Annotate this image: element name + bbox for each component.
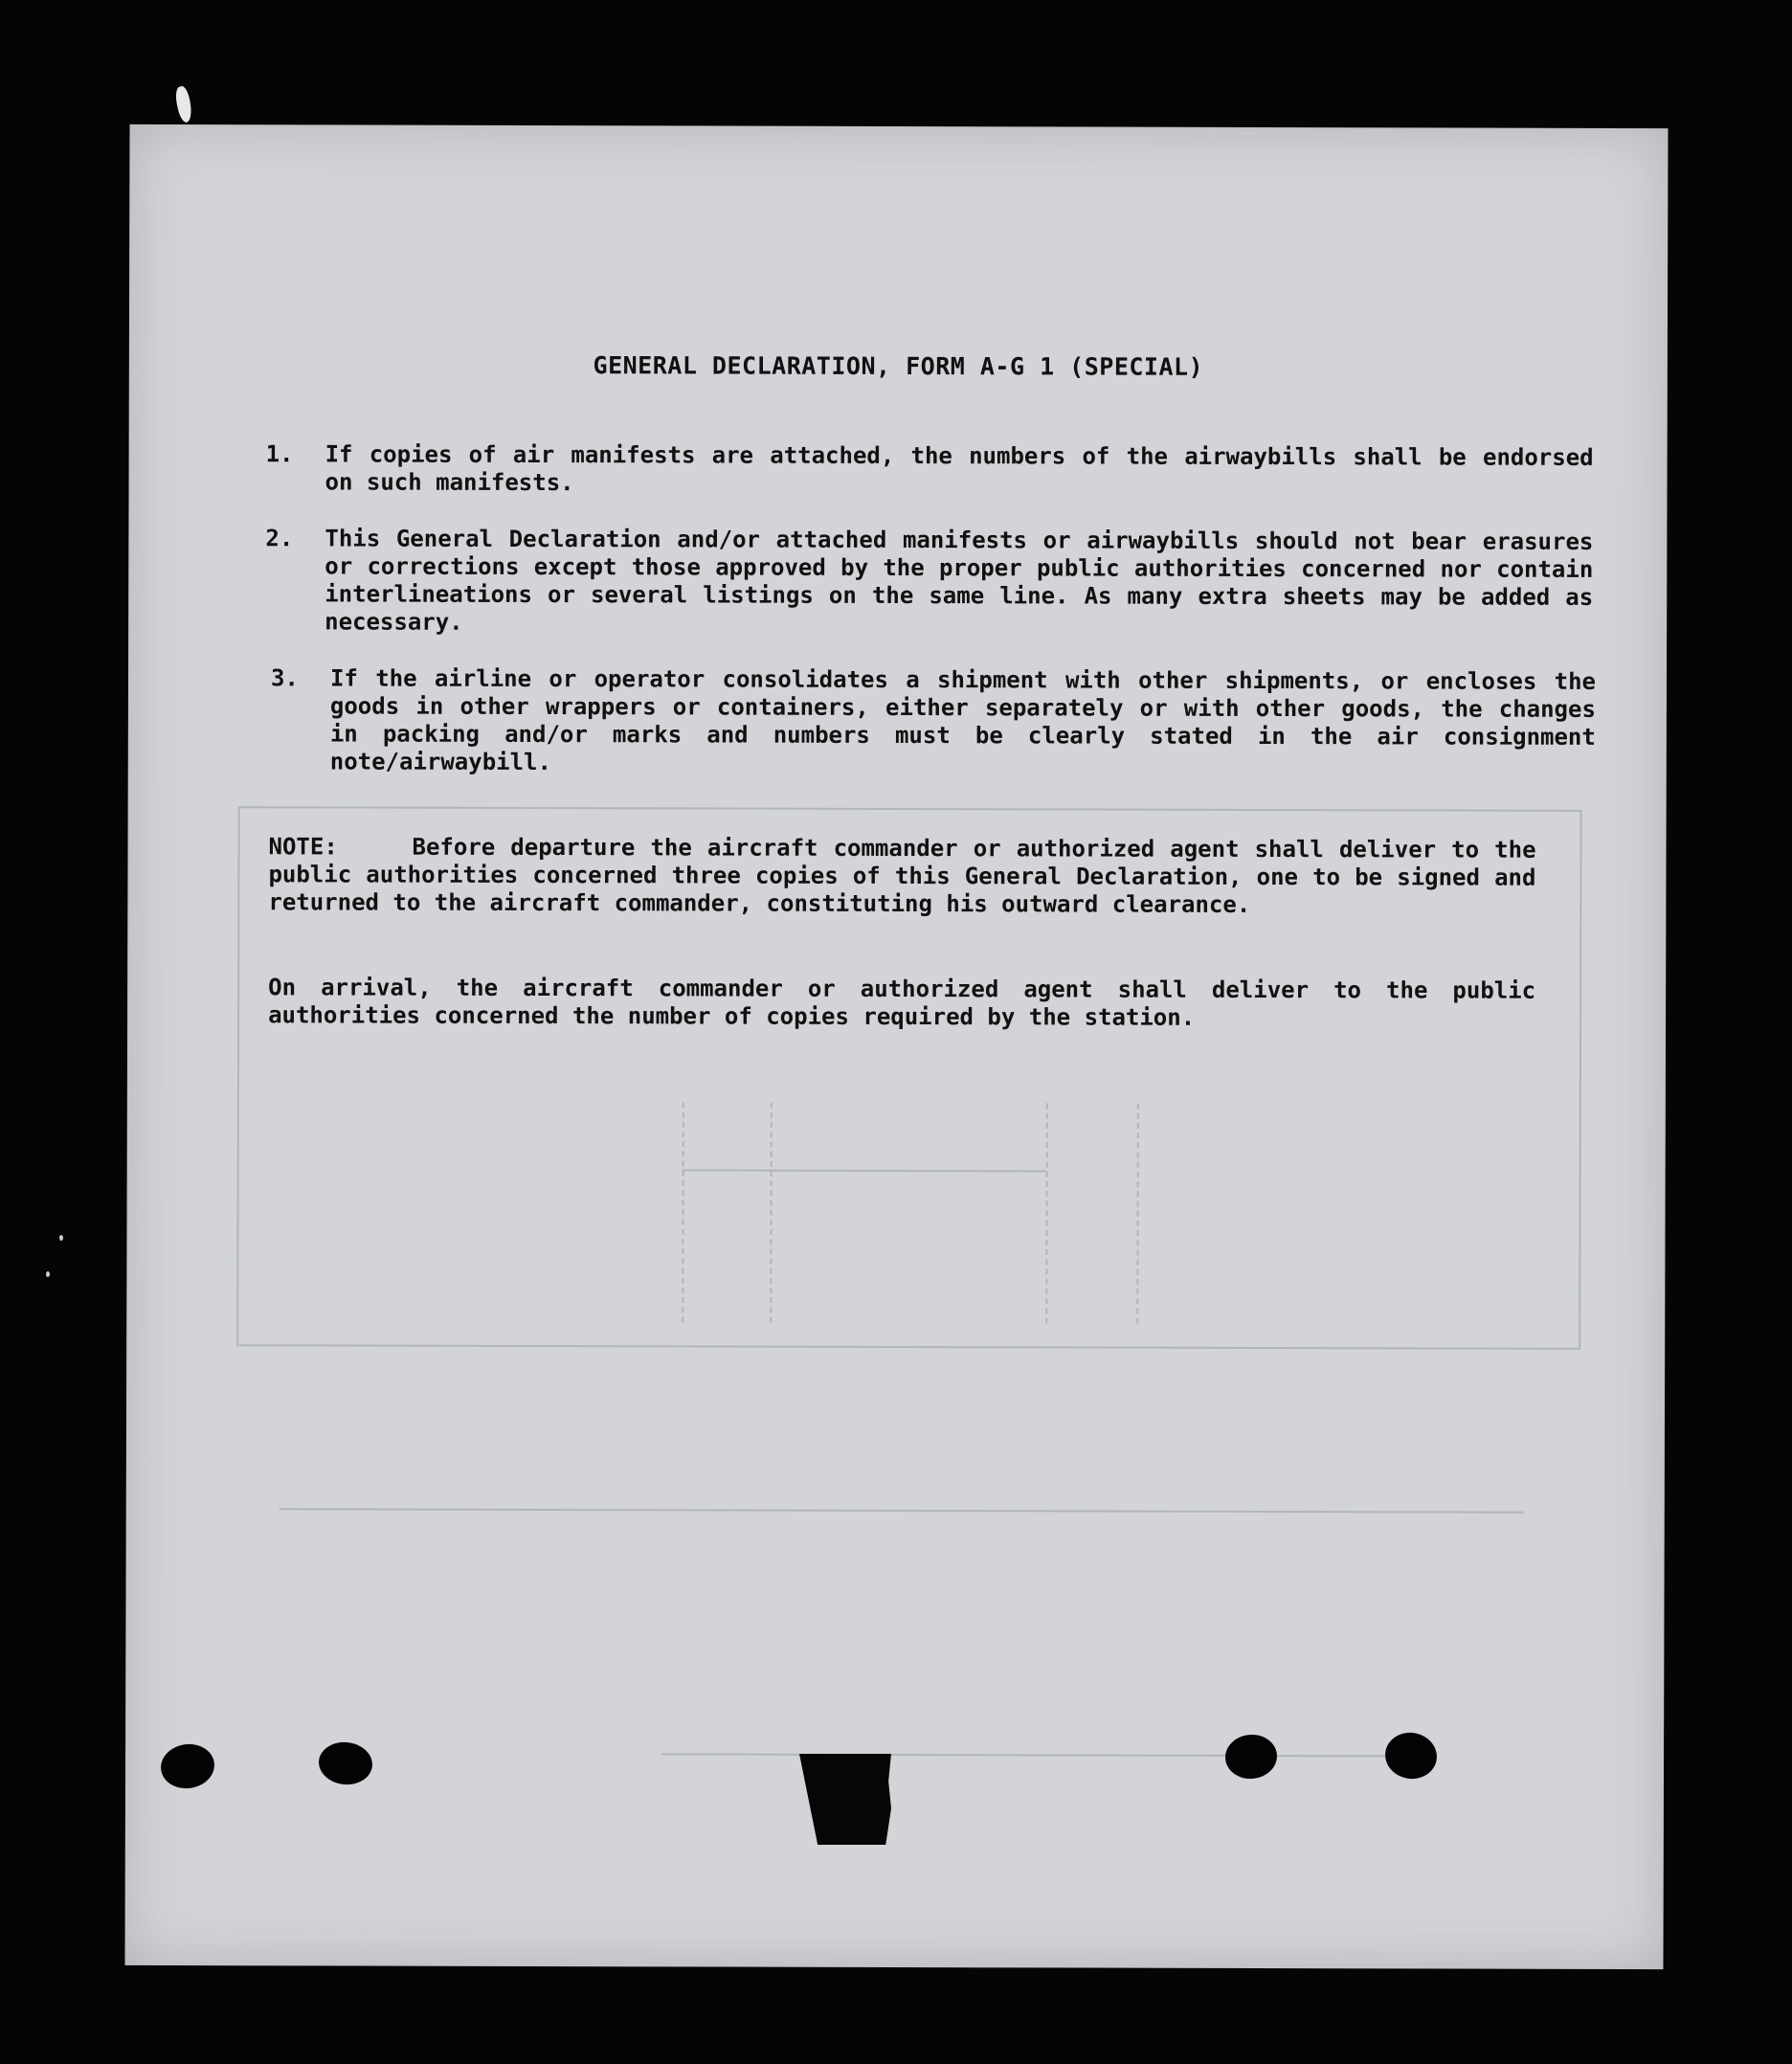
paper-sheet: [124, 124, 1668, 1969]
document-body: [124, 124, 1668, 1969]
item-text: If the airline or operator consolidates a shipment with other shipments, or encloses the goods in other wrappers or containers, either separately or with other goods, the changes in packing and/or marks and numbers must be clearly stated in the air consignment note/airwaybill.: [329, 664, 1597, 776]
film-speck: [59, 1235, 63, 1241]
note-label: NOTE:: [268, 833, 338, 861]
film-corner-mark: [173, 85, 194, 123]
item-number: 2.: [265, 525, 294, 552]
item-text: This General Declaration and/or attached manifests or airwaybills should not bear erasures or corrections except those approved by the proper public authorities concerned nor contain interlineations or several listings on the same line. As many extra sheets may be added as necessary.: [325, 525, 1594, 636]
instruction-item: [265, 525, 1668, 636]
arrival-paragraph: On arrival, the aircraft commander or authorized agent shall deliver to the public authorities concerned the number of copies required by the station.: [268, 974, 1536, 1031]
film-speck: [46, 1271, 50, 1277]
item-number: 3.: [270, 664, 299, 692]
item-text: If copies of air manifests are attached, the numbers of the airwaybills shall be endorsed on such manifests.: [325, 440, 1594, 497]
item-number: 1.: [265, 440, 294, 468]
document-title: GENERAL DECLARATION, FORM A-G 1 (SPECIAL): [593, 351, 1204, 381]
note-text: Before departure the aircraft commander or authorized agent shall deliver to the public authorities concerned three copies of this General Declaration, one to be signed and returned to the aircraft commander, constituting his outward clearance.: [268, 833, 1536, 918]
instruction-item: [265, 440, 1669, 497]
instruction-item: [265, 664, 1668, 776]
note-paragraph: [268, 833, 1535, 919]
